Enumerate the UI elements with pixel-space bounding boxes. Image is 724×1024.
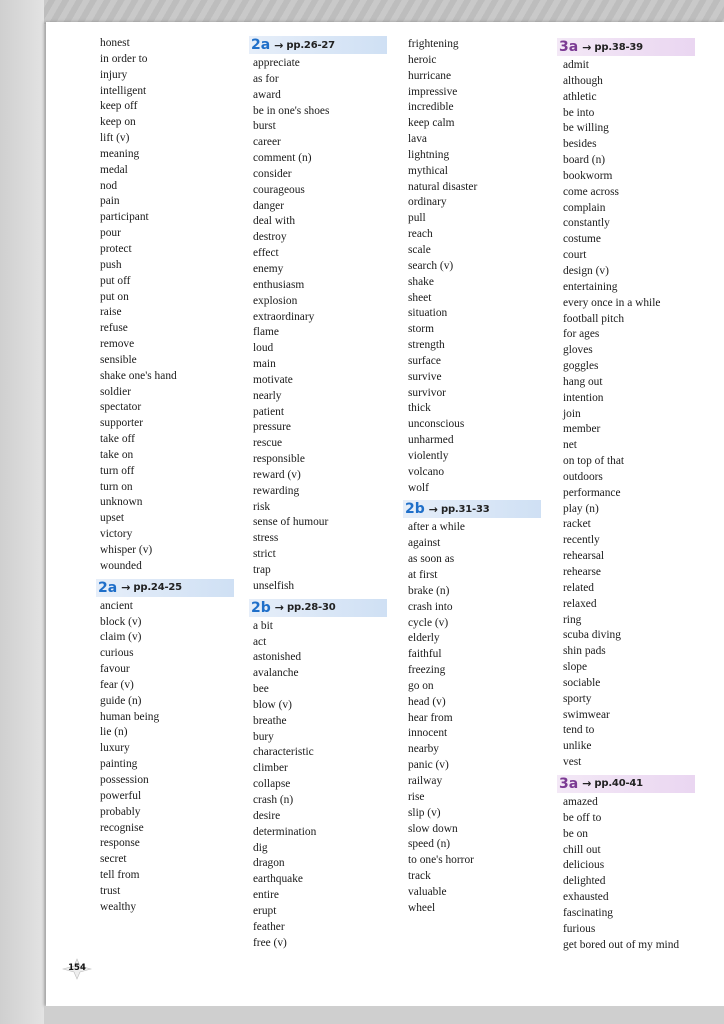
vocabulary-word: be into — [563, 106, 595, 119]
vocabulary-word: enemy — [253, 262, 284, 275]
vocabulary-word: pour — [100, 227, 121, 240]
vocabulary-word: slow down — [408, 822, 458, 835]
vocabulary-word: turn off — [100, 464, 135, 477]
vocabulary-word: slip (v) — [408, 806, 441, 819]
vocabulary-word: elderly — [408, 632, 440, 645]
vocabulary-word: blow (v) — [253, 698, 292, 711]
vocabulary-word: career — [253, 136, 281, 149]
vocabulary-word: impressive — [408, 85, 458, 98]
vocabulary-word: enthusiasm — [253, 278, 305, 291]
vocabulary-word: response — [100, 837, 140, 850]
vocabulary-word: wolf — [408, 481, 429, 494]
section-pages: pp.28-30 — [286, 602, 336, 614]
page-bottom-edge — [44, 1006, 724, 1024]
vocabulary-word: lightning — [408, 148, 450, 161]
vocabulary-word: slope — [563, 661, 588, 674]
vocabulary-word: favour — [100, 663, 130, 676]
section-pages: pp.24-25 — [133, 582, 182, 594]
vocabulary-word: painting — [100, 758, 138, 771]
vocabulary-word: participant — [100, 211, 149, 224]
vocabulary-word: athletic — [563, 90, 597, 103]
section-code: 2b — [405, 501, 425, 518]
vocabulary-word: breathe — [253, 714, 287, 727]
section-code: 3a — [559, 39, 579, 55]
vocabulary-word: claim (v) — [100, 631, 142, 644]
vocabulary-word: trap — [253, 564, 271, 576]
vocabulary-word: fascinating — [563, 906, 613, 919]
vocabulary-word: intelligent — [100, 84, 147, 97]
vocabulary-word: award — [253, 88, 281, 101]
right-arrow-icon: → — [582, 40, 592, 54]
vocabulary-word: take off — [100, 433, 135, 446]
vocabulary-word: hang out — [563, 375, 603, 388]
vocabulary-word: scale — [408, 243, 431, 256]
vocabulary-word: delicious — [563, 859, 605, 872]
vocabulary-word: board (n) — [563, 154, 606, 167]
vocabulary-word: unlike — [563, 740, 592, 753]
vocabulary-word: join — [563, 407, 581, 420]
vocabulary-word: speed (n) — [408, 838, 451, 851]
vocabulary-word: play (n) — [563, 502, 599, 515]
vocabulary-word: bookworm — [563, 169, 613, 182]
vocabulary-word: shake one's hand — [100, 369, 177, 382]
vocabulary-word: surface — [408, 354, 441, 367]
vocabulary-word: member — [563, 423, 601, 436]
vocabulary-word: sociable — [563, 676, 601, 689]
vocabulary-word: be willing — [563, 122, 609, 135]
vocabulary-word: constantly — [563, 217, 610, 230]
vocabulary-word: patient — [253, 405, 284, 418]
section-header — [249, 599, 387, 617]
vocabulary-word: determination — [253, 825, 317, 838]
vocabulary-word: be in one's shoes — [253, 104, 330, 117]
vocabulary-word: as for — [253, 72, 279, 85]
vocabulary-word: for ages — [563, 328, 600, 341]
vocabulary-word: lift (v) — [100, 132, 130, 145]
section-code: 2a — [251, 37, 271, 53]
vocabulary-word: recently — [563, 534, 600, 547]
section-code: 2a — [98, 579, 118, 596]
vocabulary-word: strict — [253, 548, 276, 561]
section-header — [249, 36, 387, 54]
vocabulary-word: strength — [408, 339, 445, 352]
vocabulary-word: after a while — [408, 521, 465, 534]
vocabulary-word: medal — [100, 163, 128, 176]
vocabulary-word: pressure — [253, 421, 291, 434]
vocabulary-word: valuable — [408, 885, 447, 898]
vocabulary-word: cycle (v) — [408, 616, 449, 629]
vocabulary-word: injury — [100, 68, 128, 81]
page-number: 154 — [68, 963, 86, 973]
vocabulary-word: violently — [408, 449, 449, 462]
vocabulary-word: take on — [100, 448, 134, 461]
vocabulary-word: on top of that — [563, 455, 625, 468]
vocabulary-word: characteristic — [253, 746, 314, 759]
vocabulary-word: comment (n) — [253, 152, 312, 165]
section-pages: pp.38-39 — [594, 41, 643, 53]
page-top-edge — [0, 0, 724, 24]
vocabulary-word: besides — [563, 138, 597, 151]
vocabulary-word: possession — [100, 773, 149, 786]
vocabulary-word: railway — [408, 774, 443, 787]
vocabulary-word: reach — [408, 228, 433, 241]
vocabulary-word: frightening — [408, 38, 459, 50]
vocabulary-word: performance — [563, 486, 621, 499]
vocabulary-word: thick — [408, 402, 431, 415]
vocabulary-word: nearly — [253, 389, 282, 402]
vocabulary-word: protect — [100, 242, 132, 255]
vocabulary-word: volcano — [408, 465, 445, 478]
vocabulary-word: search (v) — [408, 259, 454, 272]
vocabulary-word: bee — [253, 683, 269, 696]
vocabulary-word: crash (n) — [253, 793, 294, 806]
vocabulary-word: refuse — [100, 322, 128, 335]
vocabulary-word: ring — [563, 613, 582, 626]
section-code: 3a — [559, 775, 579, 792]
vocabulary-word: goggles — [563, 360, 599, 373]
vocabulary-word: bury — [253, 730, 274, 743]
vocabulary-word: football pitch — [563, 312, 625, 325]
vocabulary-word: spectator — [100, 401, 142, 414]
vocabulary-word: ancient — [100, 599, 133, 612]
section-pages: pp.26-27 — [286, 39, 335, 51]
vocabulary-word: danger — [253, 199, 284, 212]
vocabulary-word: gloves — [563, 344, 593, 357]
vocabulary-word: remove — [100, 338, 135, 351]
vocabulary-word: whisper (v) — [100, 544, 153, 556]
vocabulary-word: dig — [253, 841, 268, 854]
vocabulary-word: put on — [100, 290, 129, 303]
vocabulary-word: track — [408, 870, 431, 883]
vocabulary-word: nod — [100, 179, 118, 192]
vocabulary-word: hear from — [408, 711, 453, 724]
vocabulary-word: risk — [253, 500, 271, 513]
vocabulary-word: rehearse — [563, 566, 601, 578]
vocabulary-word: to one's horror — [408, 854, 474, 867]
vocabulary-word: responsible — [253, 453, 305, 466]
section-code: 2b — [251, 599, 271, 616]
section-header — [557, 775, 695, 793]
vocabulary-word: racket — [563, 518, 591, 531]
right-arrow-icon: → — [121, 581, 131, 595]
vocabulary-word: flame — [253, 326, 279, 339]
vocabulary-word: situation — [408, 307, 448, 320]
vocabulary-word: storm — [408, 323, 434, 336]
vocabulary-word: lava — [408, 133, 427, 146]
vocabulary-word: hurricane — [408, 69, 452, 82]
vocabulary-word: entire — [253, 889, 279, 902]
vocabulary-word: rehearsal — [563, 550, 605, 563]
word-column-1 — [96, 36, 234, 916]
vocabulary-word: delighted — [563, 875, 606, 888]
vocabulary-word: secret — [100, 853, 127, 866]
vocabulary-word: raise — [100, 306, 122, 319]
vocabulary-word: shake — [408, 275, 434, 288]
vocabulary-word: human being — [100, 710, 160, 723]
vocabulary-word: probably — [100, 805, 141, 818]
vocabulary-word: be on — [563, 827, 588, 840]
vocabulary-word: deal with — [253, 215, 296, 228]
section-pages: pp.31-33 — [440, 503, 490, 515]
word-column-4 — [557, 38, 695, 953]
vocabulary-word: shin pads — [563, 645, 606, 658]
vocabulary-word: net — [563, 439, 577, 452]
vocabulary-word: nearby — [408, 743, 439, 756]
vocabulary-word: avalanche — [253, 667, 299, 680]
vocabulary-word: astonished — [253, 651, 302, 664]
vocabulary-word: courageous — [253, 183, 305, 196]
vocabulary-word: survivor — [408, 386, 446, 399]
vocabulary-word: chill out — [563, 843, 601, 856]
vocabulary-word: main — [253, 358, 276, 371]
vocabulary-word: stress — [253, 532, 279, 545]
section-header — [96, 579, 234, 597]
vocabulary-word: court — [563, 249, 587, 262]
vocabulary-word: sporty — [563, 692, 592, 705]
vocabulary-word: curious — [100, 647, 134, 660]
vocabulary-word: soldier — [100, 385, 132, 398]
vocabulary-word: keep on — [100, 116, 136, 129]
vocabulary-word: push — [100, 258, 122, 271]
vocabulary-word: come across — [563, 185, 619, 198]
vocabulary-word: act — [253, 635, 267, 648]
vocabulary-word: pull — [408, 212, 426, 225]
vocabulary-word: consider — [253, 167, 292, 180]
vocabulary-word: complain — [563, 201, 606, 214]
vocabulary-word: destroy — [253, 231, 287, 244]
vocabulary-word: unconscious — [408, 418, 465, 431]
vocabulary-word: sensible — [100, 353, 137, 366]
right-arrow-icon: → — [274, 601, 284, 615]
vocabulary-word: head (v) — [408, 695, 446, 708]
vocabulary-word: get bored out of my mind — [563, 938, 680, 951]
vocabulary-word: trust — [100, 884, 121, 897]
vocabulary-word: natural disaster — [408, 180, 478, 193]
vocabulary-word: heroic — [408, 53, 437, 66]
vocabulary-word: sense of humour — [253, 516, 329, 529]
vocabulary-word: admit — [563, 59, 589, 71]
vocabulary-word: keep calm — [408, 117, 455, 130]
vocabulary-word: rise — [408, 790, 425, 803]
vocabulary-word: unselfish — [253, 579, 295, 592]
vocabulary-word: feather — [253, 920, 285, 933]
vocabulary-word: as soon as — [408, 553, 455, 566]
vocabulary-word: erupt — [253, 904, 277, 917]
section-header — [557, 38, 695, 56]
vocabulary-word: design (v) — [563, 264, 609, 277]
vocabulary-word: a bit — [253, 619, 273, 632]
vocabulary-word: earthquake — [253, 873, 303, 886]
page-number-badge — [62, 958, 92, 980]
vocabulary-word: exhausted — [563, 891, 609, 904]
vocabulary-word: wheel — [408, 901, 436, 914]
vocabulary-word: sheet — [408, 291, 432, 304]
vocabulary-word: climber — [253, 762, 288, 775]
vocabulary-word: guide (n) — [100, 694, 142, 707]
word-column-3 — [403, 37, 541, 917]
vocabulary-word: burst — [253, 120, 276, 133]
vocabulary-word: swimwear — [563, 708, 610, 721]
vocabulary-word: loud — [253, 342, 274, 355]
right-arrow-icon: → — [428, 502, 438, 516]
vocabulary-word: supporter — [100, 417, 144, 430]
vocabulary-word: explosion — [253, 294, 298, 307]
vocabulary-word: put off — [100, 274, 131, 287]
vocabulary-word: faithful — [408, 648, 442, 661]
vocabulary-word: amazed — [563, 795, 598, 808]
vocabulary-word: vest — [563, 756, 582, 769]
vocabulary-word: outdoors — [563, 470, 603, 483]
vocabulary-word: brake (n) — [408, 584, 450, 597]
vocabulary-word: victory — [100, 528, 133, 541]
vocabulary-word: honest — [100, 37, 130, 49]
vocabulary-word: motivate — [253, 373, 293, 386]
vocabulary-word: effect — [253, 247, 279, 260]
vocabulary-word: go on — [408, 679, 434, 692]
vocabulary-word: be off to — [563, 811, 602, 824]
vocabulary-word: desire — [253, 809, 281, 822]
vocabulary-word: keep off — [100, 100, 138, 113]
vocabulary-word: freezing — [408, 664, 446, 677]
vocabulary-word: recognise — [100, 821, 144, 834]
vocabulary-word: wounded — [100, 559, 142, 572]
vocabulary-word: turn on — [100, 480, 133, 493]
vocabulary-word: incredible — [408, 101, 454, 114]
vocabulary-word: reward (v) — [253, 468, 301, 481]
vocabulary-word: rescue — [253, 437, 283, 450]
vocabulary-word: dragon — [253, 857, 285, 870]
vocabulary-word: related — [563, 581, 594, 594]
vocabulary-word: mythical — [408, 164, 448, 177]
vocabulary-word: survive — [408, 370, 442, 383]
vocabulary-word: every once in a while — [563, 296, 661, 309]
vocabulary-word: extraordinary — [253, 310, 315, 323]
vocabulary-word: panic (v) — [408, 759, 449, 772]
vocabulary-word: ordinary — [408, 196, 447, 209]
vocabulary-word: in order to — [100, 52, 148, 65]
vocabulary-word: fear (v) — [100, 678, 134, 691]
book-gutter — [0, 0, 44, 1024]
vocabulary-word: wealthy — [100, 900, 137, 913]
right-arrow-icon: → — [582, 777, 592, 791]
vocabulary-word: free (v) — [253, 936, 287, 949]
vocabulary-word: entertaining — [563, 280, 618, 293]
vocabulary-word: tell from — [100, 869, 140, 882]
vocabulary-word: lie (n) — [100, 726, 128, 739]
vocabulary-word: although — [563, 74, 603, 87]
vocabulary-word: rewarding — [253, 484, 300, 497]
vocabulary-word: unknown — [100, 496, 143, 509]
section-header — [403, 500, 541, 518]
vocabulary-word: crash into — [408, 600, 453, 613]
vocabulary-word: against — [408, 537, 441, 550]
vocabulary-word: innocent — [408, 727, 448, 740]
vocabulary-word: luxury — [100, 742, 130, 755]
vocabulary-word: tend to — [563, 724, 595, 737]
vocabulary-word: pain — [100, 195, 120, 208]
vocabulary-word: furious — [563, 922, 596, 935]
vocabulary-word: block (v) — [100, 615, 142, 628]
vocabulary-word: costume — [563, 233, 601, 246]
section-pages: pp.40-41 — [594, 778, 643, 790]
vocabulary-word: relaxed — [563, 597, 597, 610]
word-column-2 — [249, 36, 387, 951]
vocabulary-word: appreciate — [253, 57, 300, 69]
vocabulary-word: unharmed — [408, 434, 454, 447]
vocabulary-word: intention — [563, 391, 604, 404]
vocabulary-word: meaning — [100, 147, 140, 160]
vocabulary-word: scuba diving — [563, 629, 621, 642]
vocabulary-word: powerful — [100, 789, 142, 802]
vocabulary-word: at first — [408, 569, 438, 581]
right-arrow-icon: → — [274, 38, 284, 52]
vocabulary-word: upset — [100, 512, 125, 525]
vocabulary-word: collapse — [253, 778, 291, 791]
